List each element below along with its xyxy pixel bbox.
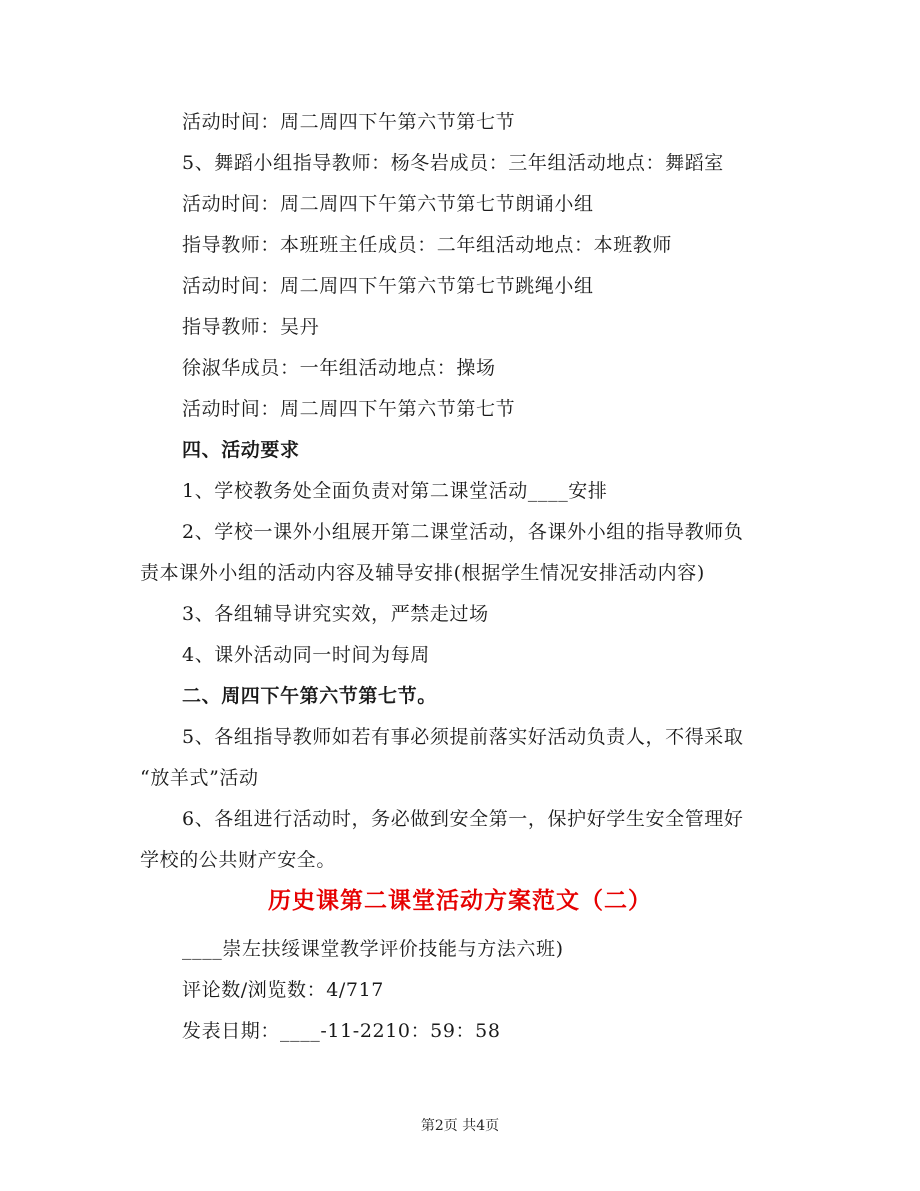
body-line-activity-time-2: 活动时间：周二周四下午第六节第七节 xyxy=(182,398,516,420)
requirement-2-line-1: 2、学校一课外小组展开第二课堂活动，各课外小组的指导教师负 xyxy=(182,521,744,543)
body-line-recitation-teacher: 指导教师：本班班主任成员：二年组活动地点：本班教师 xyxy=(182,234,673,256)
body-line-activity-time-rope: 活动时间：周二周四下午第六节第七节跳绳小组 xyxy=(182,275,594,297)
requirement-5-line-2: “放羊式”活动 xyxy=(140,767,259,789)
requirement-5-line-1: 5、各组指导教师如若有事必须提前落实好活动负责人，不得采取 xyxy=(182,726,744,748)
section-heading-thursday: 二、周四下午第六节第七节。 xyxy=(182,685,437,707)
requirement-3: 3、各组辅导讲究实效，严禁走过场 xyxy=(182,603,489,625)
publish-date: 发表日期：____-11-2210：59：58 xyxy=(182,1020,501,1042)
requirement-2-line-2: 责本课外小组的活动内容及辅导安排(根据学生情况安排活动内容) xyxy=(140,562,705,584)
body-line-dance-group: 5、舞蹈小组指导教师：杨冬岩成员：三年组活动地点：舞蹈室 xyxy=(182,152,724,174)
body-line-rope-teacher: 指导教师：吴丹 xyxy=(182,316,320,338)
page-number-footer: 第2页 共4页 xyxy=(420,1118,500,1134)
document-title-part-2: 历史课第二课堂活动方案范文（二） xyxy=(268,887,652,914)
requirement-4: 4、课外活动同一时间为每周 xyxy=(182,644,430,666)
requirement-6-line-2: 学校的公共财产安全。 xyxy=(140,849,337,871)
requirement-1: 1、学校教务处全面负责对第二课堂活动____安排 xyxy=(182,480,608,502)
comment-view-count: 评论数/浏览数：4/717 xyxy=(182,979,384,1001)
body-line-activity-time-1: 活动时间：周二周四下午第六节第七节 xyxy=(182,111,516,133)
section-heading-requirements: 四、活动要求 xyxy=(182,439,300,461)
class-info-line: ____崇左扶绥课堂教学评价技能与方法六班) xyxy=(182,938,564,960)
requirement-6-line-1: 6、各组进行活动时，务必做到安全第一，保护好学生安全管理好 xyxy=(182,808,744,830)
body-line-activity-time-recitation: 活动时间：周二周四下午第六节第七节朗诵小组 xyxy=(182,193,594,215)
body-line-rope-members: 徐淑华成员：一年组活动地点：操场 xyxy=(182,357,496,379)
